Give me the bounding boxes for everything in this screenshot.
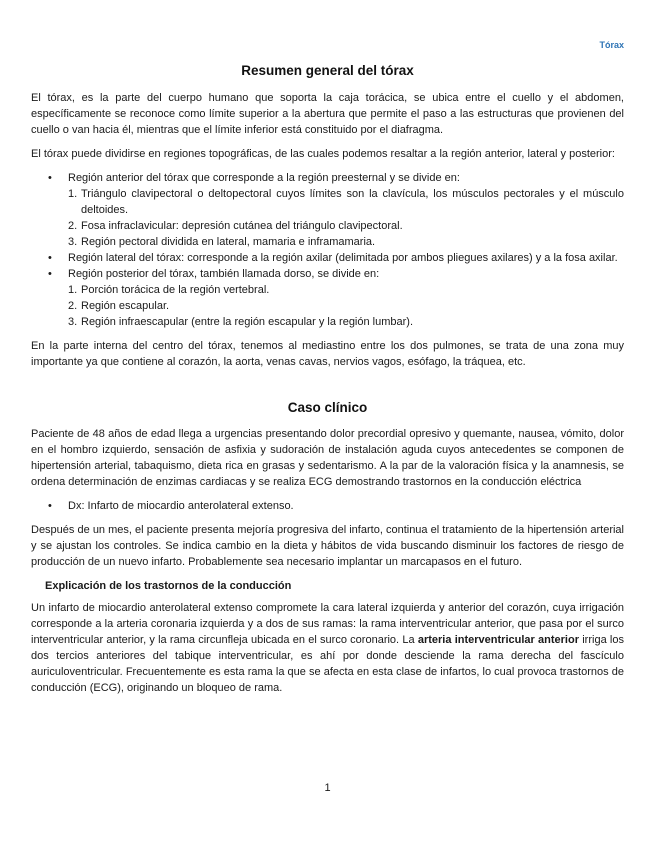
sublist bbox=[68, 186, 624, 250]
list-item-text: Región anterior del tórax que corresponde a la región preesternal y se divide en: bbox=[68, 172, 460, 184]
explanation-title: Explicación de los trastornos de la conducción bbox=[45, 580, 292, 592]
sublist-text: Región escapular. bbox=[81, 300, 170, 312]
list-item bbox=[31, 250, 624, 266]
page-number: 1 bbox=[324, 782, 331, 794]
sublist-item bbox=[68, 314, 624, 330]
list-item bbox=[31, 170, 624, 250]
list-item-text: Región posterior del tórax, también llamada dorso, se divide en: bbox=[68, 268, 380, 280]
sublist-number: 2. bbox=[68, 220, 78, 232]
sublist-number: 1. bbox=[68, 188, 78, 200]
sublist-number: 2. bbox=[68, 300, 78, 312]
regions-list bbox=[31, 170, 624, 330]
sublist-text: Triángulo clavipectoral o deltopectoral cuyos límites son la clavícula, los músculos pectorales y el músculo deltoides. bbox=[81, 188, 624, 216]
intro-paragraph: El tórax, es la parte del cuerpo humano que soporta la caja torácica, se ubica entre el cuello y el abdomen, específicamente se reconoce como límite superior a la abertura que permite el paso a las estructuras que provienen del cuello o van hacia él, mientras que el límite inferior está constituido por el diafragma. bbox=[31, 92, 624, 136]
explanation-text-b: irriga los dos tercios anteriores del tabique interventricular, es ahí por donde desciende la rama derecha del fascículo auriculoventricular. Frecuentemente es esta rama la que se afecta en esta clase de infartos, lo cual provoca trastornos de conducción (ECG), originando un bloqueo de rama. bbox=[31, 634, 624, 694]
list-item bbox=[31, 498, 624, 514]
diagnosis-text: Dx: Infarto de miocardio anterolateral extenso. bbox=[68, 500, 294, 512]
diagnosis-list bbox=[31, 498, 624, 514]
followup-paragraph: Después de un mes, el paciente presenta mejoría progresiva del infarto, continua el tratamiento de la hipertensión arterial y se ajustan los controles. Se indica cambio en la dieta y hábitos de vida buscando disminuir los factores de riesgo de producción de un nuevo infarto. Probablemente sea necesario implantar un marcapasos en el futuro. bbox=[31, 524, 624, 568]
case-title: Caso clínico bbox=[287, 400, 368, 415]
sublist-number: 3. bbox=[68, 236, 78, 248]
list-item-text: Región lateral del tórax: corresponde a la región axilar (delimitada por ambos pliegues axilares) y a la fosa axilar. bbox=[68, 252, 618, 264]
sublist-item bbox=[68, 186, 624, 218]
list-item bbox=[31, 266, 624, 330]
sublist-number: 1. bbox=[68, 284, 78, 296]
sublist bbox=[68, 282, 624, 330]
sublist-text: Fosa infraclavicular: depresión cutánea del triángulo clavipectoral. bbox=[81, 220, 403, 232]
sublist-number: 3. bbox=[68, 316, 78, 328]
explanation-paragraph bbox=[31, 600, 624, 696]
sublist-item bbox=[68, 234, 624, 250]
sublist-item bbox=[68, 298, 624, 314]
sublist-text: Región infraescapular (entre la región escapular y la región lumbar). bbox=[81, 316, 414, 328]
mediastinum-paragraph: En la parte interna del centro del tórax, tenemos al mediastino entre los dos pulmones, se trata de una zona muy importante ya que contiene al corazón, la aorta, venas cavas, nervios vagos, esófago, la tráquea, etc. bbox=[31, 340, 624, 368]
sublist-item bbox=[68, 218, 624, 234]
page-title: Resumen general del tórax bbox=[241, 63, 414, 78]
regions-intro-paragraph: El tórax puede dividirse en regiones topográficas, de las cuales podemos resaltar a la región anterior, lateral y posterior: bbox=[31, 148, 615, 160]
case-paragraph: Paciente de 48 años de edad llega a urgencias presentando dolor precordial opresivo y quemante, nausea, vómito, dolor en el hombro izquierdo, sensación de asfixia y sudoración de instalación aguda cuyos antecedentes se componen de hipertensión arterial, tabaquismo, dieta rica en grasas y sedentarismo. A la par de la valoración física y la anamnesis, se ordena determinación de enzimas cardiacas y se realiza ECG demostrando trastornos en la conducción eléctrica bbox=[31, 428, 624, 488]
sublist-item bbox=[68, 282, 624, 298]
sublist-text: Región pectoral dividida en lateral, mamaria e inframamaria. bbox=[81, 236, 376, 248]
explanation-text-a: Un infarto de miocardio anterolateral extenso compromete la cara lateral izquierda y anterior del corazón, cuya irrigación corresponde a la arteria coronaria izquierda y a dos de sus ramas: la rama interventricular anterior, que pasa por el surco interventricular anterior, y la rama circunfleja ubicada en el surco coronario. La bbox=[31, 602, 624, 646]
header-tag: Tórax bbox=[599, 40, 624, 50]
explanation-bold-term: arteria interventricular anterior bbox=[417, 634, 579, 646]
sublist-text: Porción torácica de la región vertebral. bbox=[81, 284, 270, 296]
